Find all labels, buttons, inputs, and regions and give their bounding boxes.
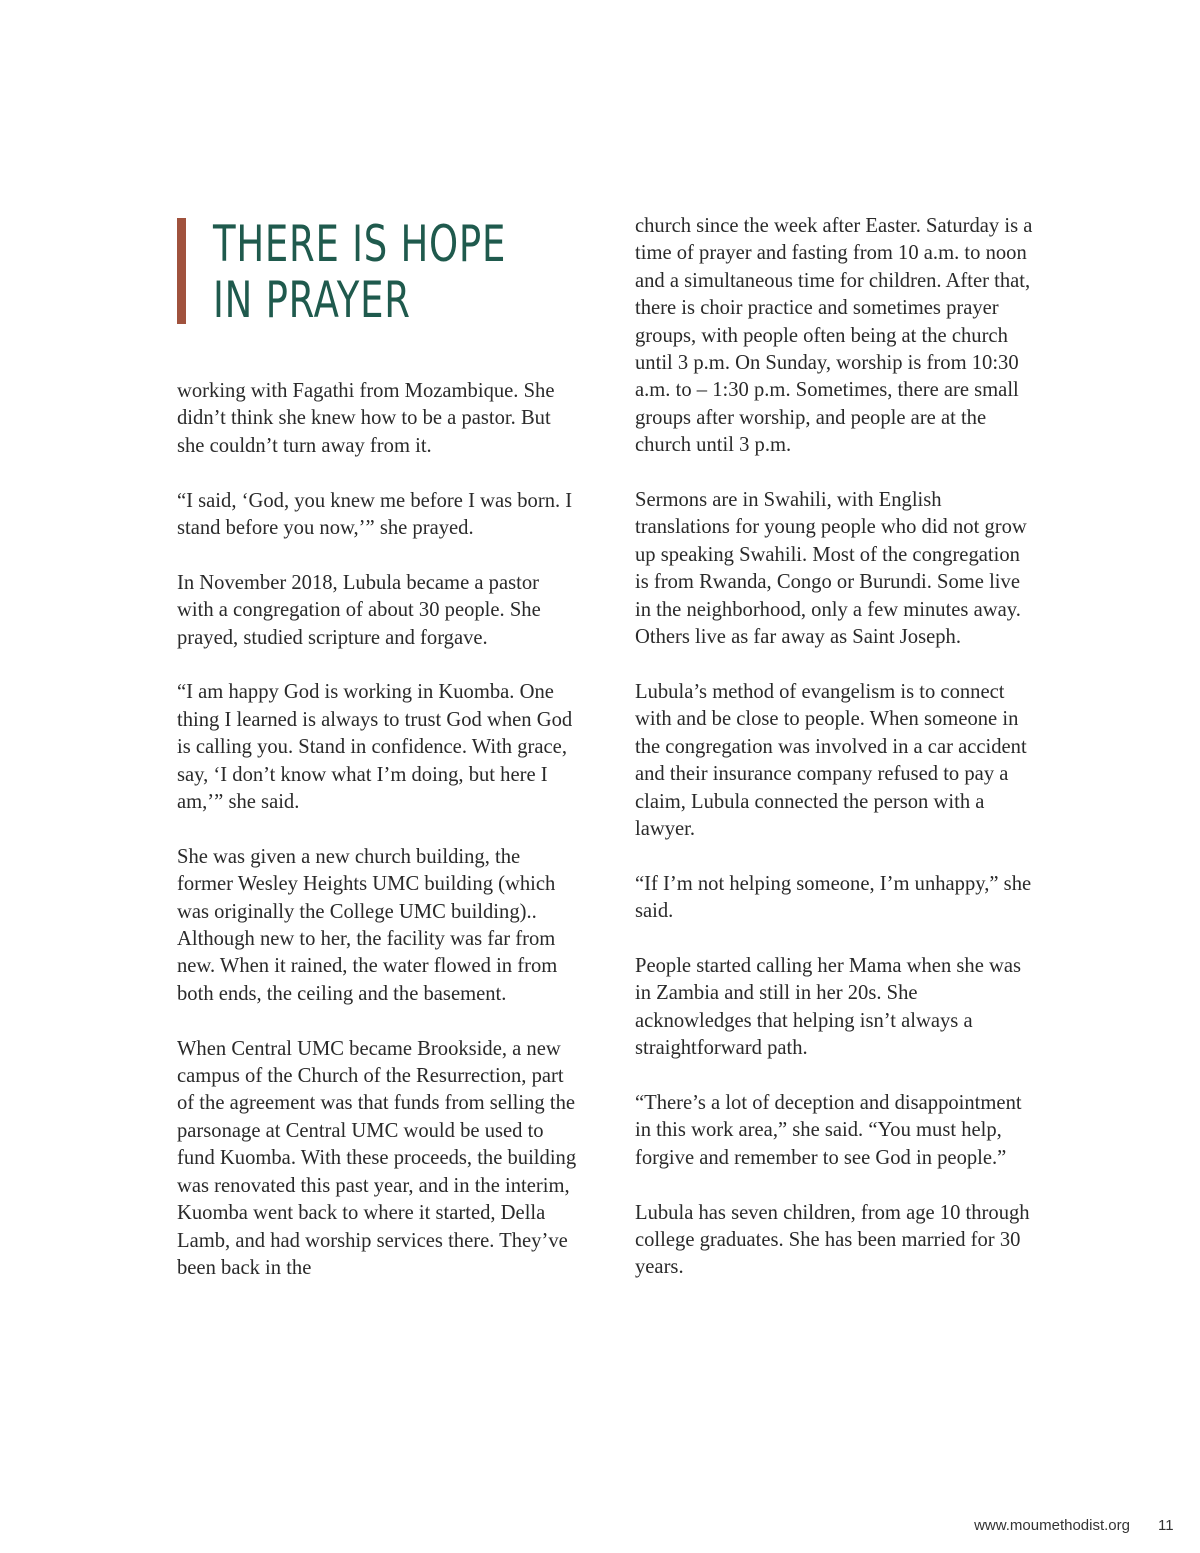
paragraph: Sermons are in Swahili, with English translations for young people who did not grow up speaking Swahili. Most of the congregation is from Rwanda, Congo or Burundi. Some live in the neighborhood, only a few minutes away. Others live as far away as Saint Joseph. — [635, 489, 1027, 649]
left-column — [177, 378, 577, 1310]
paragraph: When Central UMC became Brookside, a new campus of the Church of the Resurrection, part of the agreement was that funds from selling the parsonage at Central UMC would be used to fund Kuomba. With these proceeds, the building was renovated this past year, and in the interim, Kuomba went back to where it started, Della Lamb, and had worship services there. They’ve been back in the — [177, 1037, 577, 1279]
paragraph: “I am happy God is working in Kuomba. One thing I learned is always to trust God when God is calling you. Stand in confidence. With grace, say, ‘I don’t know what I’m doing, but here I am,’” she said. — [177, 681, 573, 814]
heading-line-1: THERE IS HOPE — [213, 215, 507, 273]
paragraph: “There’s a lot of deception and disappointment in this work area,” she said. “You must help, forgive and remember to see God in people.” — [635, 1091, 1022, 1169]
heading-line-2: IN PRAYER — [213, 271, 411, 329]
paragraph: Lubula has seven children, from age 10 through college graduates. She has been married for 30 years. — [635, 1201, 1030, 1279]
paragraph: She was given a new church building, the former Wesley Heights UMC building (which was originally the College UMC building).. Although new to her, the facility was far from new. When it rained, the water flowed in from both ends, the ceiling and the basement. — [177, 845, 558, 1005]
paragraph: People started calling her Mama when she was in Zambia and still in her 20s. She acknowledges that helping isn’t always a straightforward path. — [635, 954, 1022, 1060]
article-heading — [177, 215, 597, 329]
paragraph: “If I’m not helping someone, I’m unhappy,” she said. — [635, 872, 1032, 923]
paragraph: Lubula’s method of evangelism is to connect with and be close to people. When someone in the congregation was involved in a car accident and their insurance company refused to pay a claim, Lubula connected the person with a lawyer. — [635, 680, 1027, 840]
heading-accent-bar — [177, 218, 186, 324]
paragraph: In November 2018, Lubula became a pastor with a congregation of about 30 people. She prayed, studied scripture and forgave. — [177, 571, 541, 649]
paragraph: church since the week after Easter. Saturday is a time of prayer and fasting from 10 a.m. to noon and a simultaneous time for children. After that, there is choir practice and sometimes prayer groups, with people often being at the church until 3 p.m. On Sunday, worship is from 10:30 a.m. to – 1:30 p.m. Sometimes, there are small groups after worship, and people are at the church until 3 p.m. — [635, 215, 1033, 457]
footer-website-url: www.moumethodist.org — [974, 1517, 1130, 1534]
paragraph: working with Fagathi from Mozambique. She didn’t think she knew how to be a pastor. But she couldn’t turn away from it. — [177, 380, 555, 457]
paragraph: “I said, ‘God, you knew me before I was born. I stand before you now,’” she prayed. — [177, 489, 573, 540]
right-column — [635, 213, 1035, 1309]
footer-page-number: 11 — [1158, 1517, 1174, 1534]
heading-title — [213, 216, 506, 328]
